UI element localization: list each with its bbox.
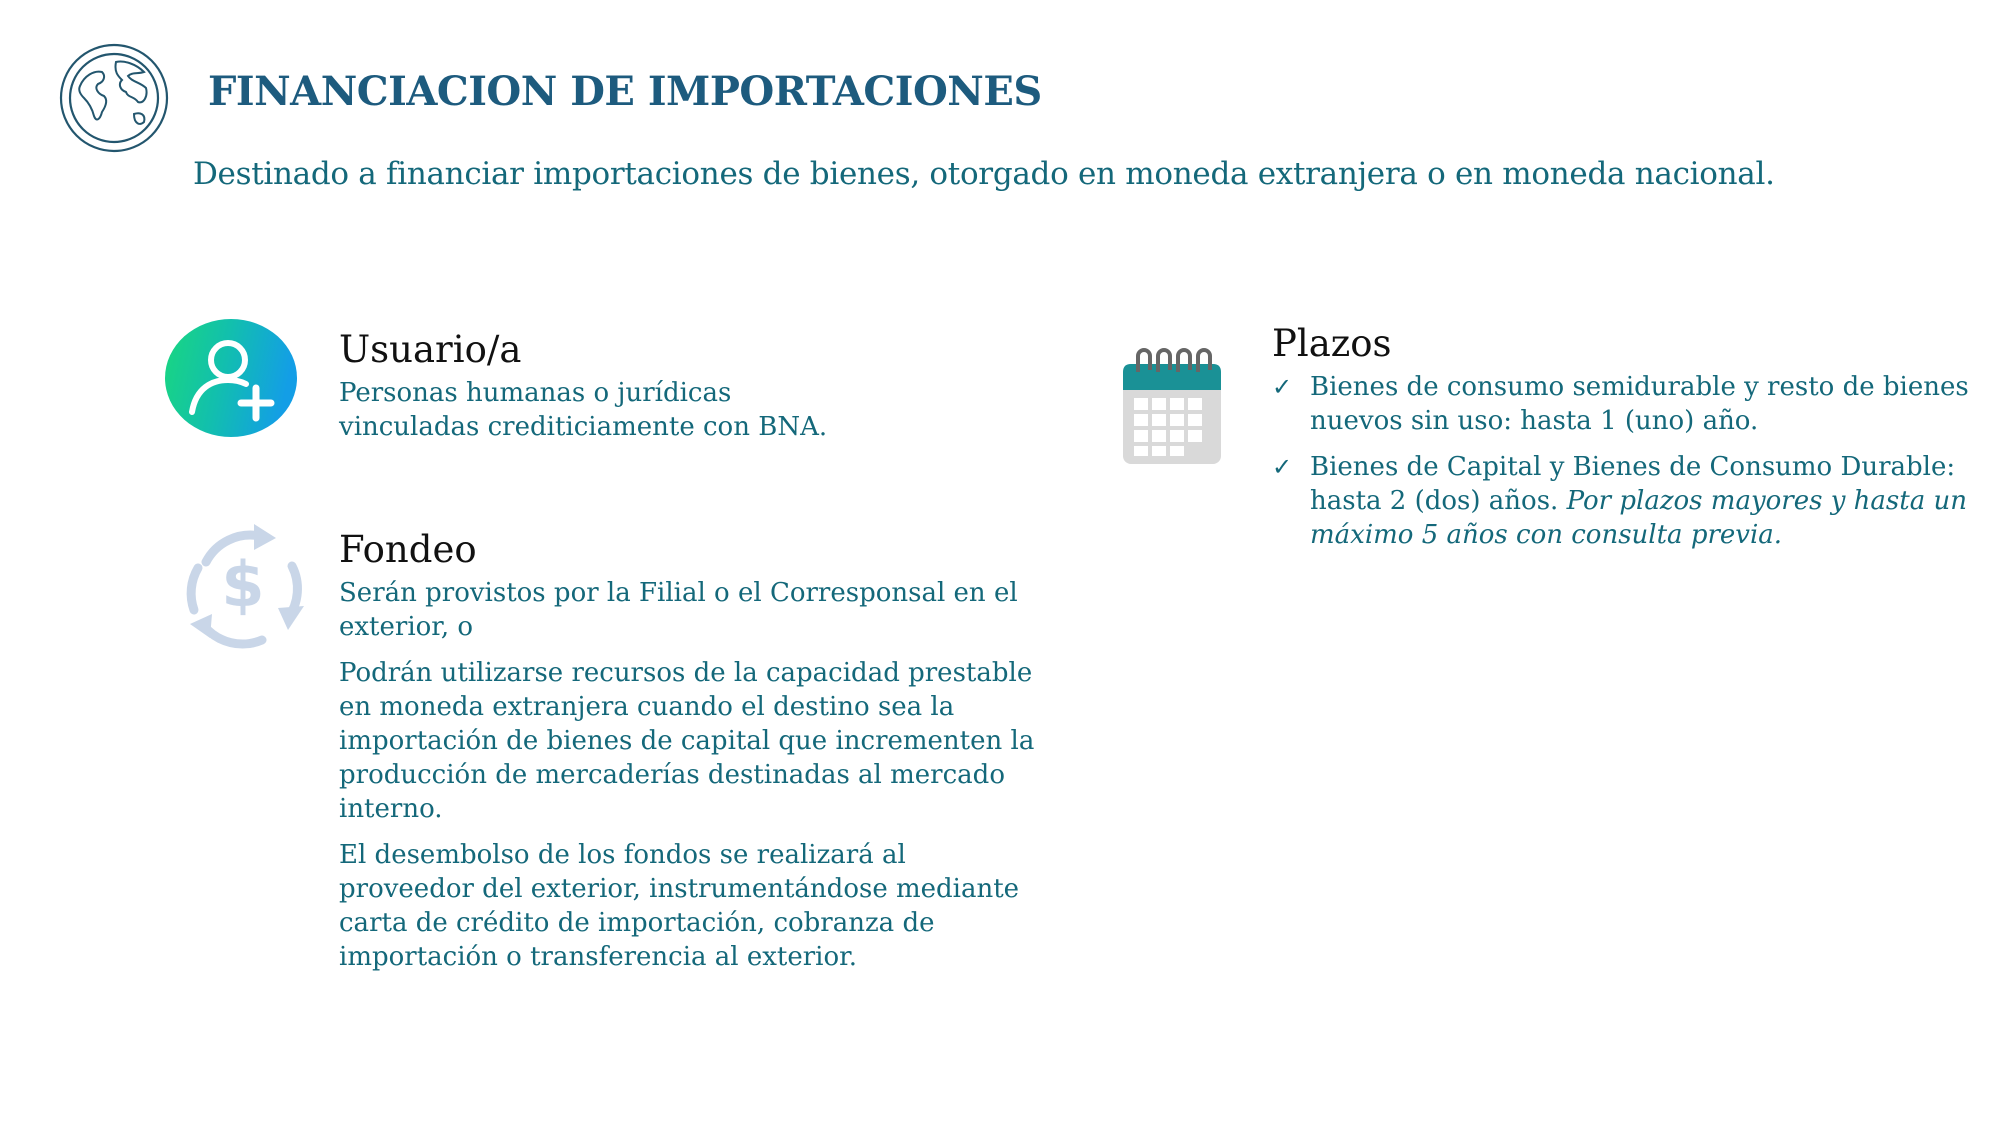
money-cycle-icon <box>176 520 312 654</box>
fondeo-heading: Fondeo <box>339 528 477 571</box>
check-icon: ✓ <box>1272 453 1293 481</box>
plazos-item-text: Bienes de consumo semidurable y resto de bienes nuevos sin uso: hasta 1 (uno) año. <box>1310 372 1969 436</box>
plazos-item-note: Por plazos mayores y hasta un máximo 5 años con consulta previa. <box>1310 486 1967 550</box>
plazos-item <box>1272 450 1972 552</box>
fondeo-paragraph-3: El desembolso de los fondos se realizará al proveedor del exterior, instrumentándose mediante carta de crédito de importación, cobranza de importación o transferencia al exterior. <box>339 840 1020 972</box>
plazos-item-text: Bienes de Capital y Bienes de Consumo Durable: hasta 2 (dos) años. <box>1310 452 1956 516</box>
fondeo-paragraph-1: Serán provistos por la Filial o el Corresponsal en el exterior, o <box>339 578 1018 642</box>
add-user-icon <box>164 318 298 438</box>
plazos-list <box>1272 370 1972 564</box>
page-subtitle: Destinado a financiar importaciones de bienes, otorgado en moneda extranjera o en moneda nacional. <box>193 156 1775 192</box>
usuario-line-2: vinculadas crediticiamente con BNA. <box>339 412 828 442</box>
usuario-description <box>339 376 899 444</box>
svg-text:$: $ <box>221 548 265 621</box>
usuario-heading: Usuario/a <box>339 328 522 371</box>
page-title: FINANCIACION DE IMPORTACIONES <box>208 68 1042 115</box>
fondeo-paragraph-2: Podrán utilizarse recursos de la capacidad prestable en moneda extranjera cuando el destino sea la importación de bienes de capital que incrementen la producción de mercaderías destinadas al mercado interno. <box>339 658 1035 824</box>
fondeo-description <box>339 576 1039 986</box>
check-icon: ✓ <box>1272 373 1293 401</box>
plazos-heading: Plazos <box>1272 322 1392 365</box>
usuario-line-1: Personas humanas o jurídicas <box>339 378 732 408</box>
plazos-item <box>1272 370 1972 438</box>
calendar-icon <box>1120 344 1224 466</box>
globe-icon <box>58 42 170 154</box>
